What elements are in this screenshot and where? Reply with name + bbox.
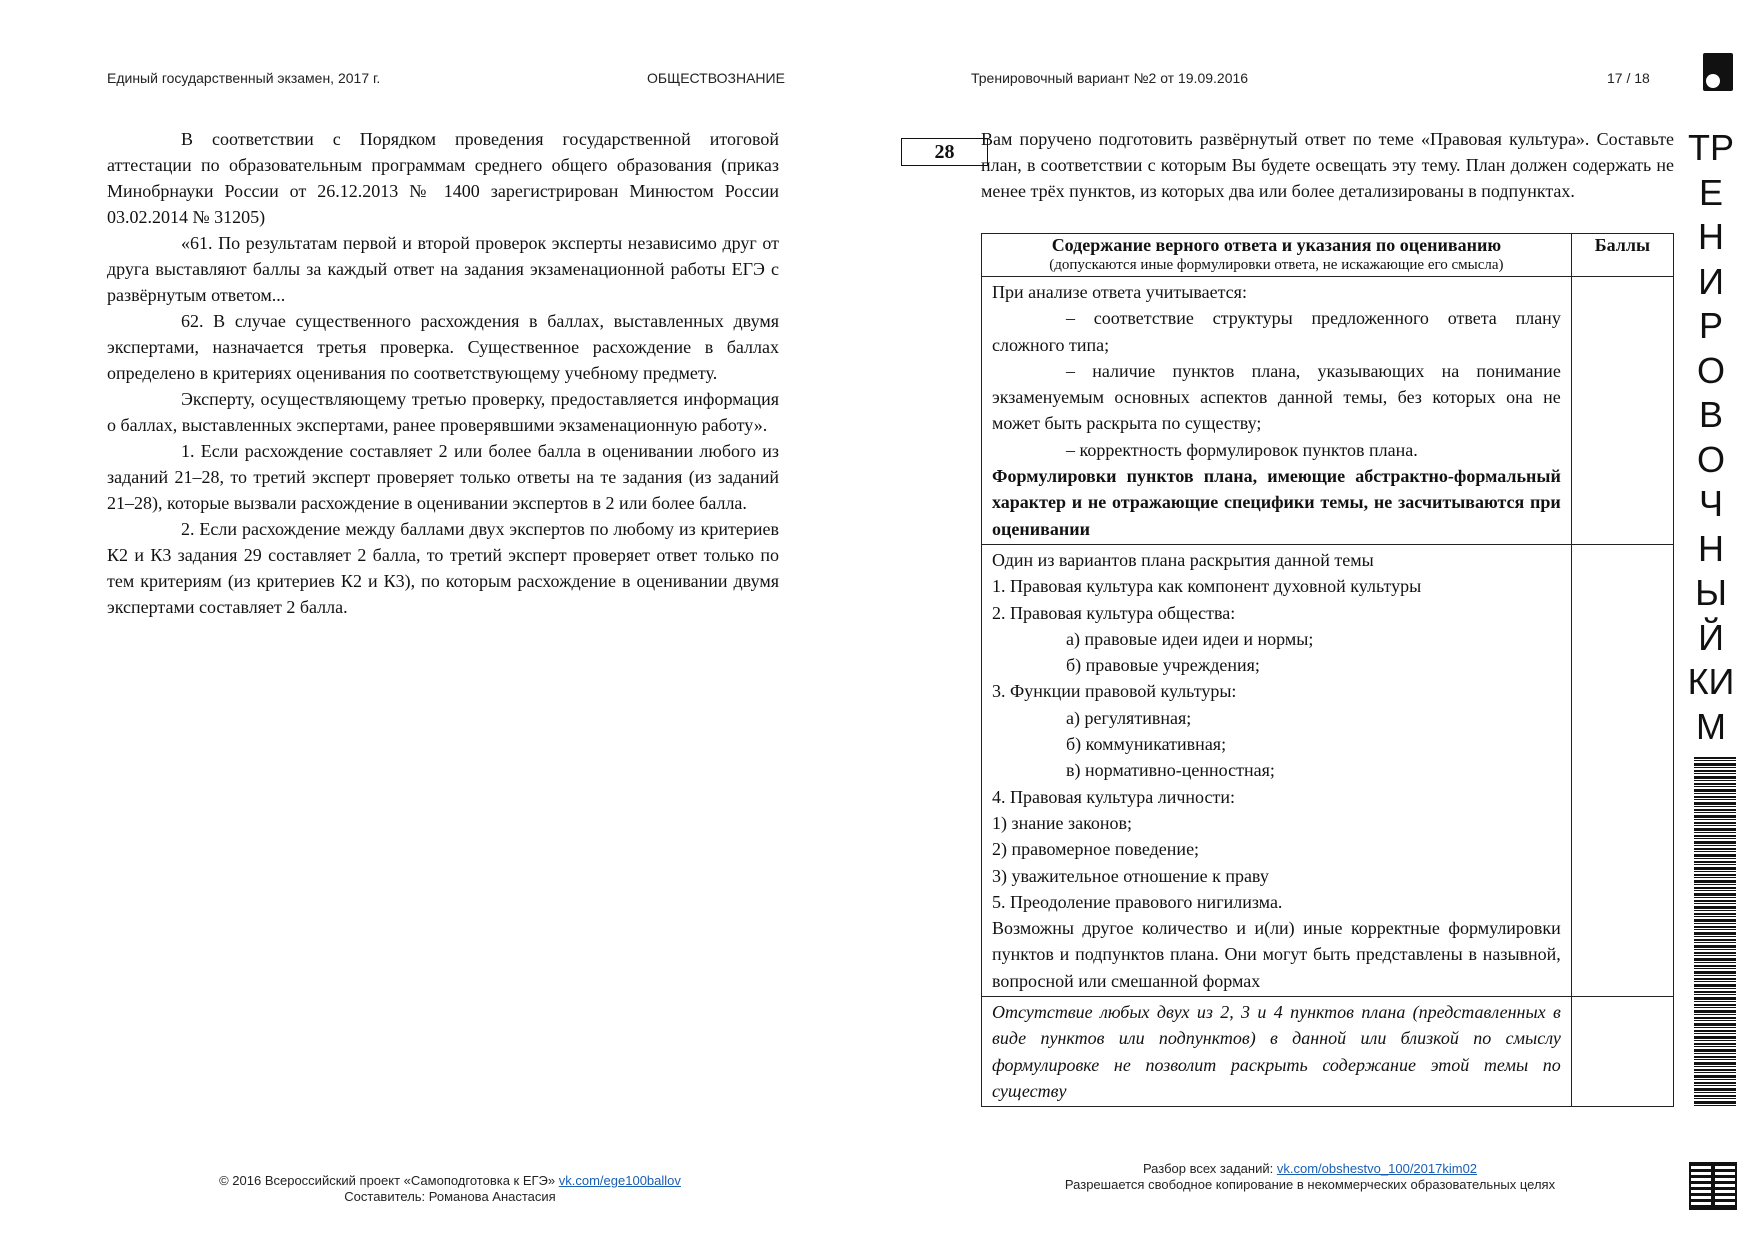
header-subject: ОБЩЕСТВОЗНАНИЕ (647, 70, 785, 86)
plan-subitem: 2) правомерное поведение; (992, 839, 1200, 860)
table-row (982, 277, 1674, 545)
criteria-note-bold: Формулировки пунктов плана, имеющие абстрактно-формальный характер и не отражающие специфики темы, не засчитываются при оценивании (992, 466, 1561, 539)
table-row (982, 997, 1674, 1107)
vertical-letter: Й (1698, 616, 1724, 658)
vertical-letter: М (1696, 705, 1726, 747)
task-number-box: 28 (901, 138, 988, 166)
table-row (982, 544, 1674, 996)
paragraph: Эксперту, осуществляющему третью проверку, предоставляется информация о баллах, выставленных экспертами, ранее проверявшими экзаменационную работу». (107, 389, 779, 435)
task-intro: Вам поручено подготовить развёрнутый ответ по теме «Правовая культура». Составьте план, в соответствии с которым Вы будете освещать эту тему. План должен содержать не менее трёх пунктов, из которых два или более детализированы в подпунктах. (981, 129, 1674, 201)
header-page-number: 17 / 18 (1607, 70, 1650, 86)
plan-subitem: 3) уважительное отношение к праву (992, 865, 1269, 886)
plan-subitem: б) правовые учреждения; (1066, 655, 1260, 676)
vertical-letter: ТР (1687, 127, 1734, 168)
criteria-item: – наличие пунктов плана, указывающих на понимание экзаменуемым основных аспектов данной темы, без которых она не может быть раскрыта по существу; (992, 360, 1561, 434)
plan-subitem: в) нормативно-ценностная; (1066, 760, 1275, 781)
footer-author: Составитель: Романова Анастасия (344, 1189, 556, 1204)
corner-marker-icon (1703, 53, 1733, 91)
vertical-letter: О (1696, 349, 1725, 391)
vertical-letter: И (1698, 260, 1724, 302)
criteria-title: При анализе ответа учитывается: (992, 282, 1247, 302)
paragraph: 2. Если расхождение между баллами двух экспертов по любому из критериев К2 и К3 задания 29 составляет 2 балла, то третий эксперт проверяет ответ только по тем критериям (из критериев К2 и К3), по которым расхождение в оценивании двумя экспертами составляет 2 балла. (107, 519, 779, 617)
criteria-item: – корректность формулировок пунктов плана. (1066, 439, 1418, 460)
plan-note: Возможны другое количество и и(ли) иные корректные формулировки пунктов и подпунктов плана. Они могут быть представлены в назывной, вопросной или смешанной формах (992, 918, 1561, 991)
plan-subitem: 1) знание законов; (992, 812, 1133, 833)
vertical-letter: В (1698, 394, 1723, 435)
vertical-letter: Ч (1699, 483, 1723, 524)
plan-item: 1. Правовая культура как компонент духовной культуры (992, 576, 1422, 597)
plan-item: 2. Правовая культура общества: (992, 602, 1236, 623)
barcode-icon (1694, 757, 1736, 1107)
footer-copy-note: Разрешается свободное копирование в некоммерческих образовательных целях (1064, 1177, 1556, 1192)
table-header-row (982, 234, 1674, 277)
plan-subitem: б) коммуникативная; (1066, 734, 1227, 755)
left-column-text (107, 126, 779, 620)
plan-item: 4. Правовая культура личности: (992, 786, 1235, 807)
plan-subitem: а) правовые идеи идеи и нормы; (1066, 628, 1314, 649)
plan-subitem: а) регулятивная; (1066, 707, 1192, 728)
grading-table (981, 233, 1674, 1107)
paragraph: «61. По результатам первой и второй проверок эксперты независимо друг от друга выставляют баллы за каждый ответ на задания экзаменационной работы ЕГЭ с развёрнутым ответом... (107, 233, 779, 305)
criteria-italic-note: Отсутствие любых двух из 2, 3 и 4 пунктов плана (представленных в виде пунктов или подпунктов) в данной или близкой по смыслу формулировке не позволит раскрыть содержание этой темы по существу (992, 1002, 1561, 1101)
footer-link-ege100ballov[interactable]: vk.com/ege100ballov (558, 1173, 681, 1188)
vertical-letter: КИ (1687, 661, 1735, 702)
table-header-main: Содержание верного ответа и указания по оцениванию (1051, 235, 1502, 255)
paragraph: В соответствии с Порядком проведения государственной итоговой аттестации по образовательным программам среднего общего образования (приказ Минобрнауки России от 26.12.2013 № 1400 зарегистрирован Минюстом России 03.02.2014 № 31205) (107, 129, 779, 227)
paragraph: 1. Если расхождение составляет 2 или более балла в оценивании любого из заданий 21–28, то третий эксперт проверяет только ответы на те задания (из заданий 21–28), которые вызвали расхождение в оценивании экспертов в 2 или более балла. (107, 441, 779, 513)
plan-item: 5. Преодоление правового нигилизма. (992, 891, 1283, 912)
vertical-letter: О (1696, 438, 1725, 480)
footer-left (170, 1173, 730, 1205)
header-variant: Тренировочный вариант №2 от 19.09.2016 (971, 70, 1249, 86)
footer-link-obshestvo[interactable]: vk.com/obshestvo_100/2017kim02 (1276, 1161, 1478, 1176)
criteria-item: – соответствие структуры предложенного ответа плану сложного типа; (992, 308, 1561, 355)
vertical-letter: Е (1698, 171, 1723, 213)
table-header-score: Баллы (1594, 235, 1651, 255)
qr-code-icon (1689, 1162, 1737, 1210)
vertical-letter: Н (1698, 527, 1724, 569)
footer-copyright: © 2016 Всероссийский проект «Самоподготовка к ЕГЭ» (219, 1173, 556, 1188)
footer-right (990, 1161, 1630, 1193)
plan-item: 3. Функции правовой культуры: (992, 681, 1237, 702)
header-exam: Единый государственный экзамен, 2017 г. (107, 70, 381, 86)
vertical-watermark (1686, 126, 1736, 749)
vertical-letter: Н (1698, 216, 1724, 257)
vertical-letter: Р (1698, 305, 1723, 346)
vertical-letter: Ы (1695, 572, 1727, 613)
plan-title: Один из вариантов плана раскрытия данной темы (992, 549, 1374, 570)
paragraph: 62. В случае существенного расхождения в баллах, выставленных двумя экспертами, назначается третья проверка. Существенное расхождение в баллах определено в критериях оценивания по соответствующему учебному предмету. (107, 311, 779, 383)
footer-analysis-label: Разбор всех заданий: (1142, 1161, 1274, 1176)
table-header-sub: (допускаются иные формулировки ответа, не искажающие его смысла) (1049, 257, 1504, 273)
